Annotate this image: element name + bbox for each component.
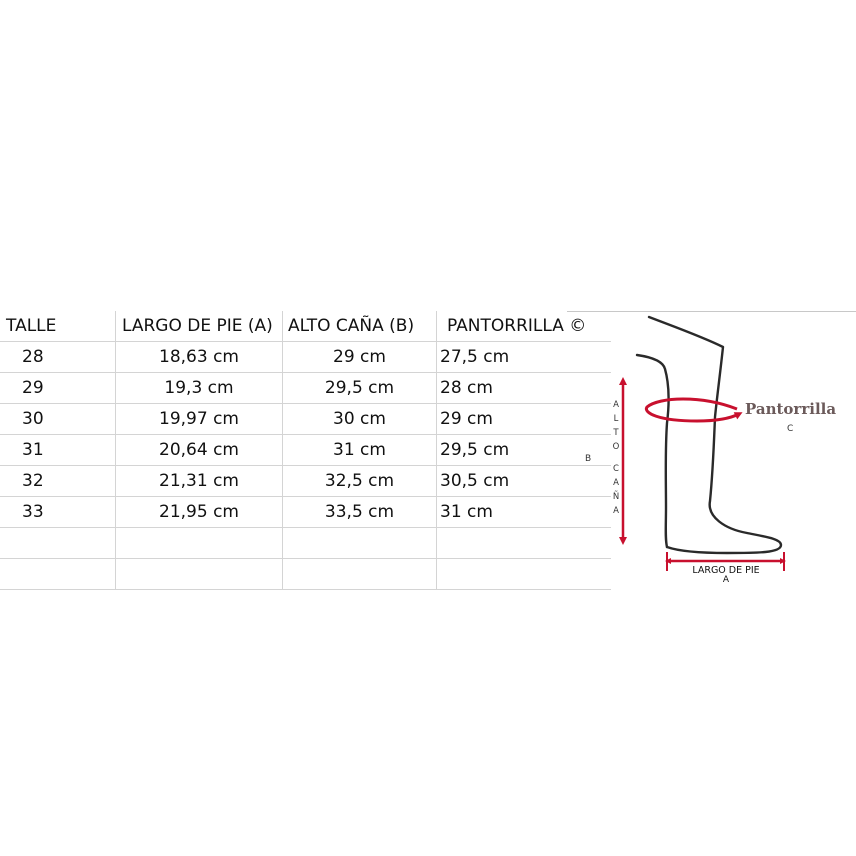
table-header-row [0, 311, 611, 342]
table-cell: 30 cm [283, 404, 437, 435]
calf-letter: C [787, 424, 794, 434]
table-cell: 32,5 cm [283, 466, 437, 497]
table-cell [116, 528, 283, 559]
table-cell: 28 [0, 342, 116, 373]
calf-label: Pantorrilla [745, 400, 837, 418]
table-cell: 29 cm [437, 404, 612, 435]
table-cell: 27,5 cm [437, 342, 612, 373]
height-label-letter: C [613, 464, 619, 474]
table-cell: 31 cm [283, 435, 437, 466]
table-row-empty [0, 528, 611, 559]
foot-letter: A [722, 575, 730, 585]
table-cell [0, 528, 116, 559]
size-table [0, 311, 611, 590]
height-label-letter: O [612, 442, 620, 452]
table-row [0, 373, 611, 404]
table-cell [283, 528, 437, 559]
table-row [0, 435, 611, 466]
header-cell-alto-cana: ALTO CAÑA (B) [283, 311, 437, 342]
table-cell [283, 559, 437, 590]
height-label [612, 400, 619, 516]
table-row [0, 466, 611, 497]
leg-outline [637, 317, 781, 553]
foot-label: LARGO DE PIE [692, 565, 760, 576]
boot-measurement-diagram [567, 311, 856, 591]
table-cell: 20,64 cm [116, 435, 283, 466]
height-label-letter: Ñ [612, 492, 620, 502]
table-cell: 29 cm [283, 342, 437, 373]
height-label-letter: L [613, 414, 619, 424]
table-cell: 30,5 cm [437, 466, 612, 497]
header-cell-pantorrilla: PANTORRILLA © [437, 311, 612, 342]
height-letter: B [585, 454, 592, 464]
table-cell [0, 559, 116, 590]
table-row [0, 342, 611, 373]
table-row [0, 497, 611, 528]
leg-front-contour [649, 317, 781, 553]
table-cell: 21,95 cm [116, 497, 283, 528]
table-cell: 19,97 cm [116, 404, 283, 435]
table-cell [116, 559, 283, 590]
table-cell: 31 cm [437, 497, 612, 528]
header-cell-largo-de-pie: LARGO DE PIE (A) [116, 311, 283, 342]
table-cell: 28 cm [437, 373, 612, 404]
header-cell-talle: TALLE [0, 311, 116, 342]
height-label-letter: A [613, 478, 619, 488]
table-cell: 33 [0, 497, 116, 528]
table-cell: 31 [0, 435, 116, 466]
height-label-letter: A [613, 506, 619, 516]
calf-measure-arc [646, 399, 739, 421]
table-cell: 18,63 cm [116, 342, 283, 373]
table-cell: 21,31 cm [116, 466, 283, 497]
height-label-letter: A [613, 400, 619, 410]
table-cell: 29,5 cm [283, 373, 437, 404]
table-cell: 32 [0, 466, 116, 497]
table-row-empty [0, 559, 611, 590]
table-cell: 29 [0, 373, 116, 404]
table-row [0, 404, 611, 435]
leg-back-contour [637, 355, 669, 547]
table-cell: 30 [0, 404, 116, 435]
height-label-letter: T [613, 428, 619, 438]
table-cell: 33,5 cm [283, 497, 437, 528]
table-cell: 29,5 cm [437, 435, 612, 466]
table-cell: 19,3 cm [116, 373, 283, 404]
